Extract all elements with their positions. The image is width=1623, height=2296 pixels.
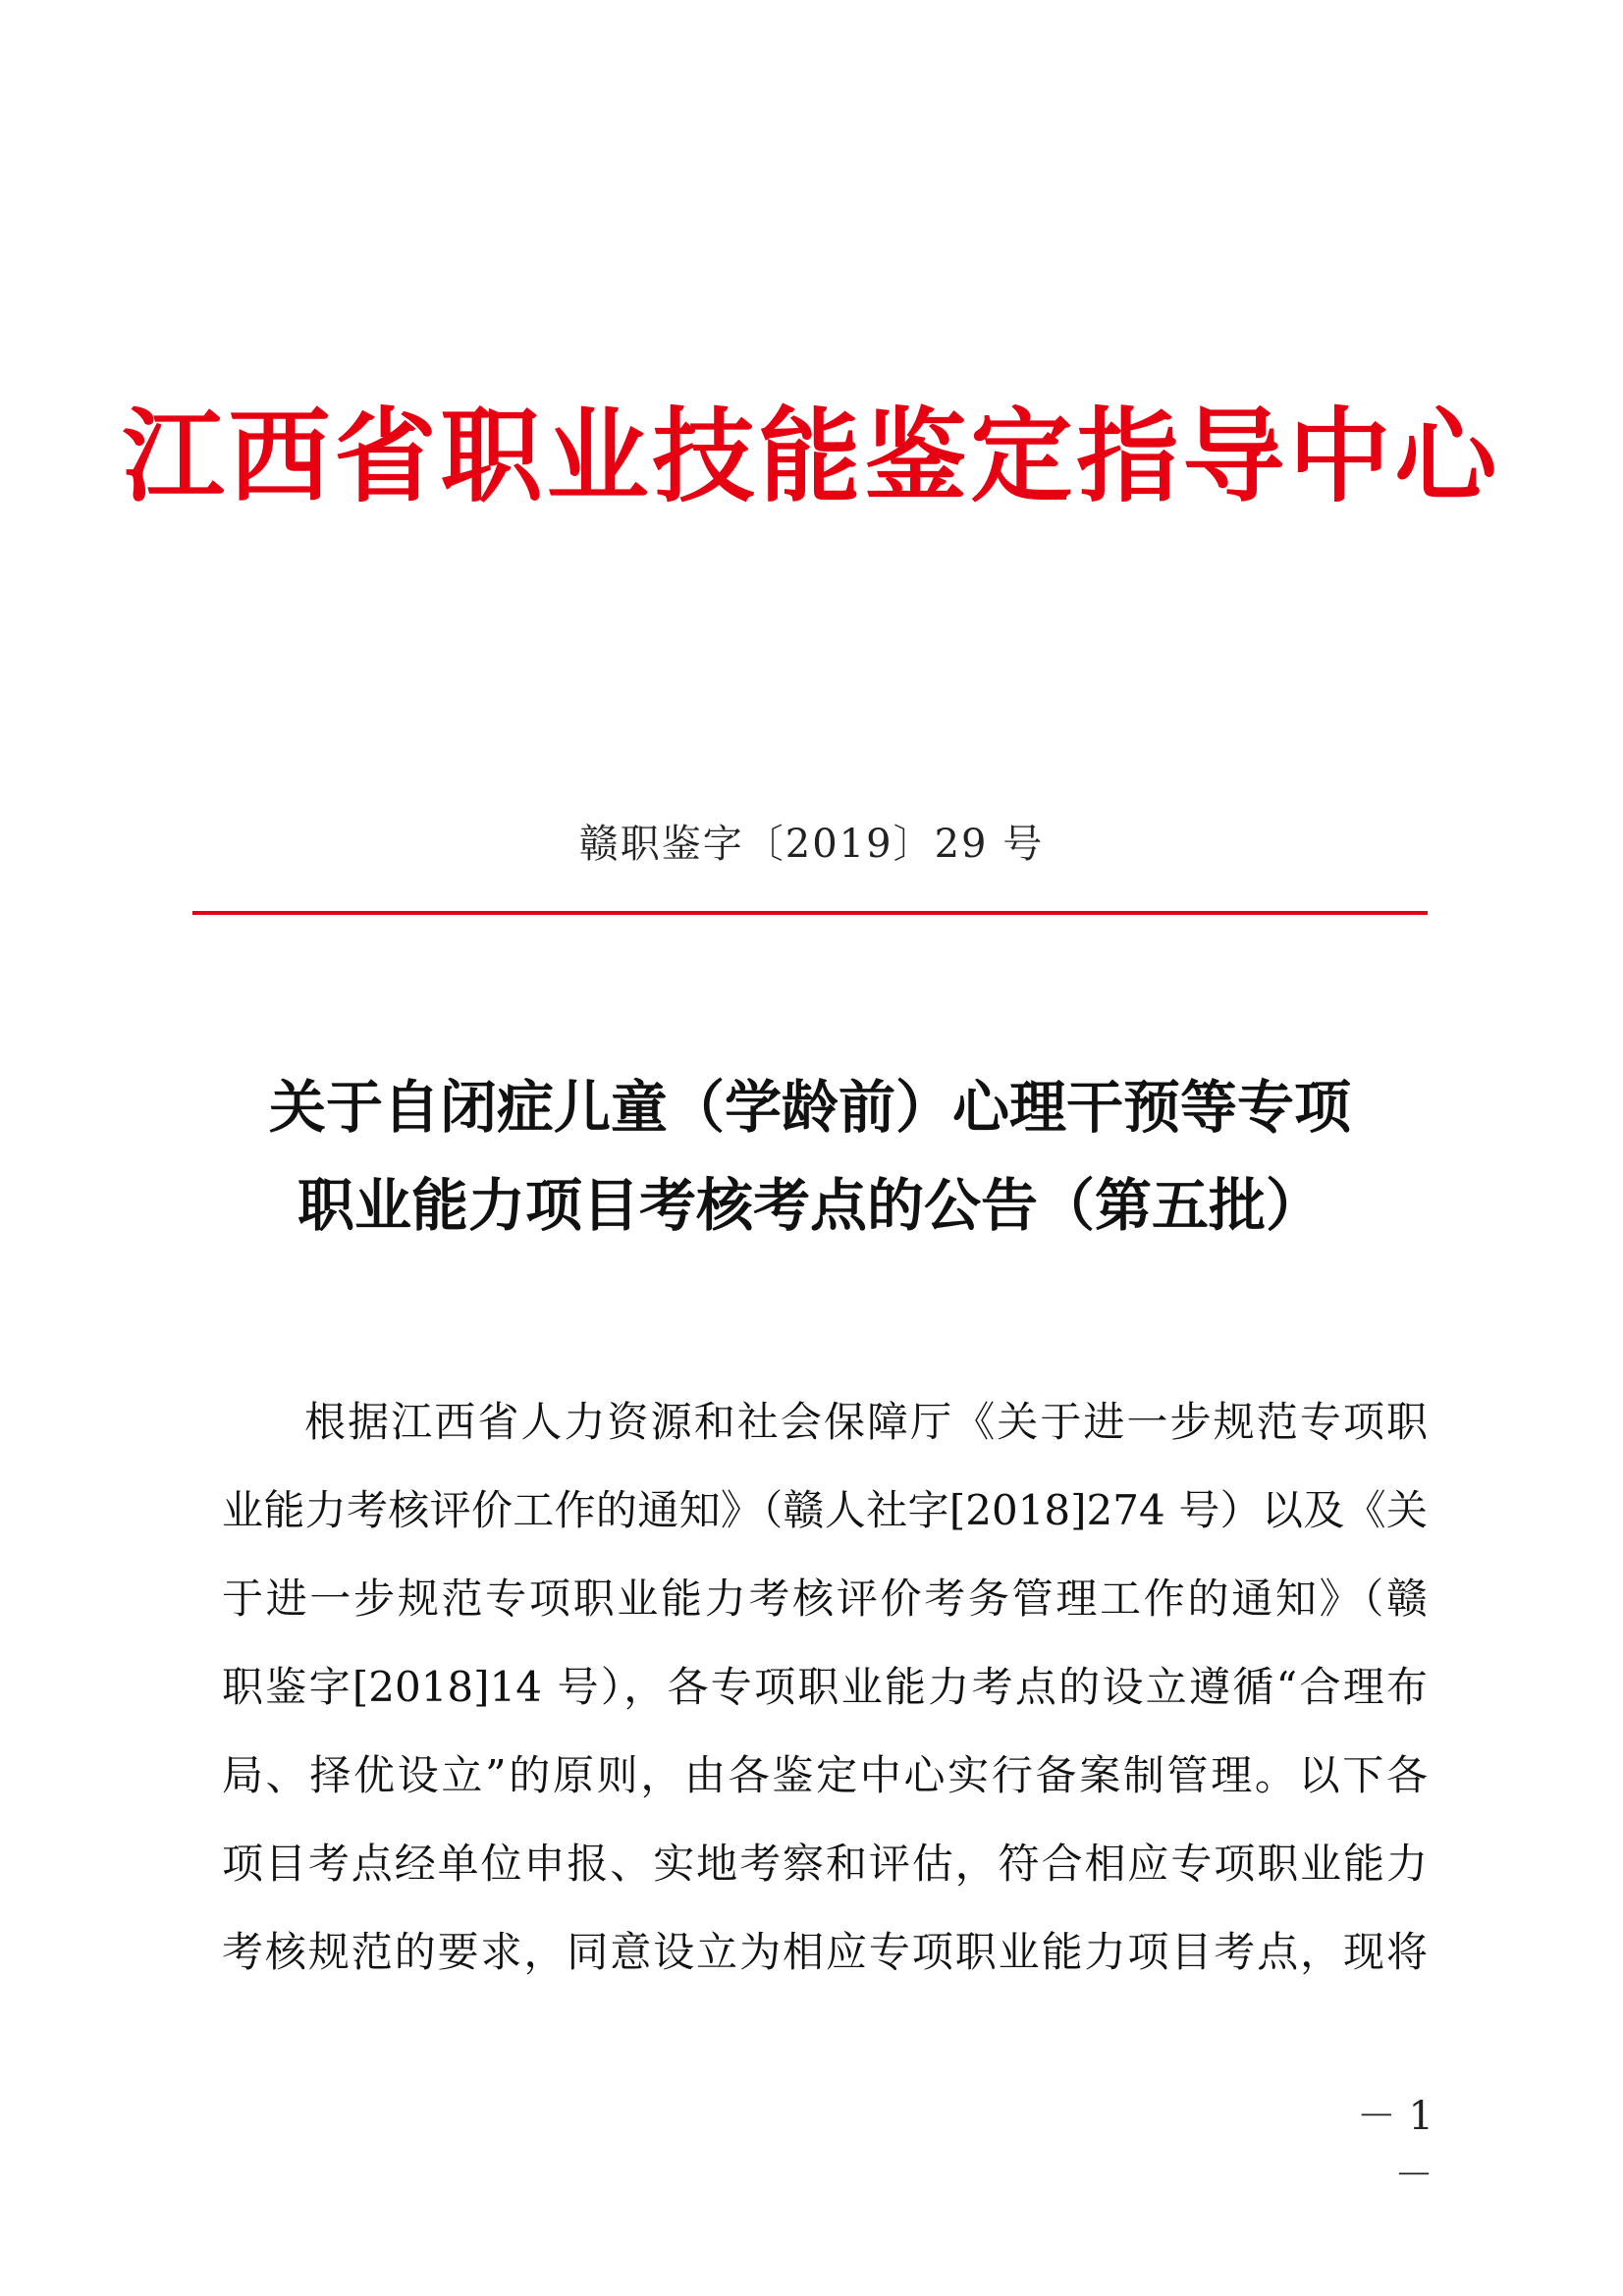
body-line: 职鉴字[2018]14 号），各专项职业能力考点的设立遵循“合理布 [222,1663,1428,1711]
document-body [222,1378,1428,1997]
organization-header: 江西省职业技能鉴定指导中心 [122,397,1501,516]
red-divider-line [192,911,1428,915]
title-line-1: 关于自闭症儿童（学龄前）心理干预等专项 [268,1074,1351,1141]
body-line: 根据江西省人力资源和社会保障厅《关于进一步规范专项职 [304,1398,1428,1446]
body-line: 业能力考核评价工作的通知》（赣人社字[2018]274 号）以及《关 [222,1486,1428,1534]
page-number: － 1 － [1356,2094,1434,2198]
body-line: 于进一步规范专项职业能力考核评价考务管理工作的通知》（赣 [222,1575,1428,1623]
document-number: 赣职鉴字〔2019〕29 号 [578,822,1045,867]
body-line: 项目考点经单位申报、实地考察和评估，符合相应专项职业能力 [222,1840,1428,1888]
title-line-2: 职业能力项目考核考点的公告（第五批） [297,1172,1323,1239]
document-title [192,1058,1428,1255]
body-line: 局、择优设立”的原则，由各鉴定中心实行备案制管理。以下各 [222,1751,1428,1799]
body-line: 考核规范的要求，同意设立为相应专项职业能力项目考点，现将 [222,1928,1428,1976]
